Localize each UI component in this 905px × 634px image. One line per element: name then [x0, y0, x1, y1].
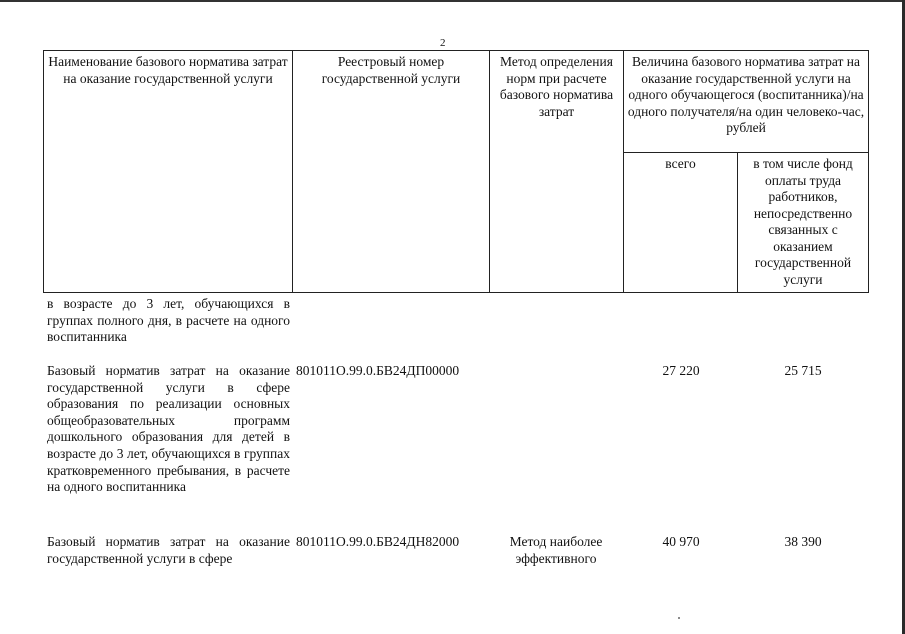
- header-name: Наименование базового норматива затрат на оказание государственной услуги: [44, 51, 293, 293]
- row-1-name: Базовый норматив затрат на оказание государственной услуги в сфере образования по реализации основных общеобразовательных программ дошкольного образования для детей в возрасте до 3 лет, обучающихся в группах кратковременного пребывания, в расчете на одного воспитанника: [47, 363, 290, 495]
- row-2-wages: 38 390: [784, 534, 822, 549]
- header-total: всего: [624, 153, 738, 293]
- row-0-name: в возрасте до 3 лет, обучающихся в группах полного дня, в расчете на одного воспитанника: [47, 296, 290, 345]
- header-registry: Реестровый номер государственной услуги: [293, 51, 490, 293]
- row-2-method: Метод наиболее эффективного: [509, 534, 603, 566]
- row-2-registry: 801011О.99.0.БВ24ДН82000: [296, 534, 460, 549]
- page-number: 2: [440, 37, 446, 49]
- table-header: [43, 50, 869, 293]
- row-1-registry: 801011О.99.0.БВ24ДП00000: [296, 363, 460, 378]
- row-2-name: Базовый норматив затрат на оказание государственной услуги в сфере: [47, 534, 290, 566]
- header-value: Величина базового норматива затрат на оказание государственной услуги на одного обучающегося (воспитанника)/на одного получателя/на один человеко-час, рублей: [624, 51, 869, 153]
- header-method: Метод определения норм при расчете базового норматива затрат: [490, 51, 624, 293]
- row-2-total: 40 970: [662, 534, 700, 549]
- row-1-wages: 25 715: [784, 363, 822, 378]
- row-1-total: 27 220: [662, 363, 700, 378]
- scan-top-edge: [0, 0, 905, 2]
- scan-speck: [678, 617, 680, 619]
- header-wages: в том числе фонд оплаты труда работников, непосредственно связанных с оказанием государственной услуги: [738, 153, 869, 293]
